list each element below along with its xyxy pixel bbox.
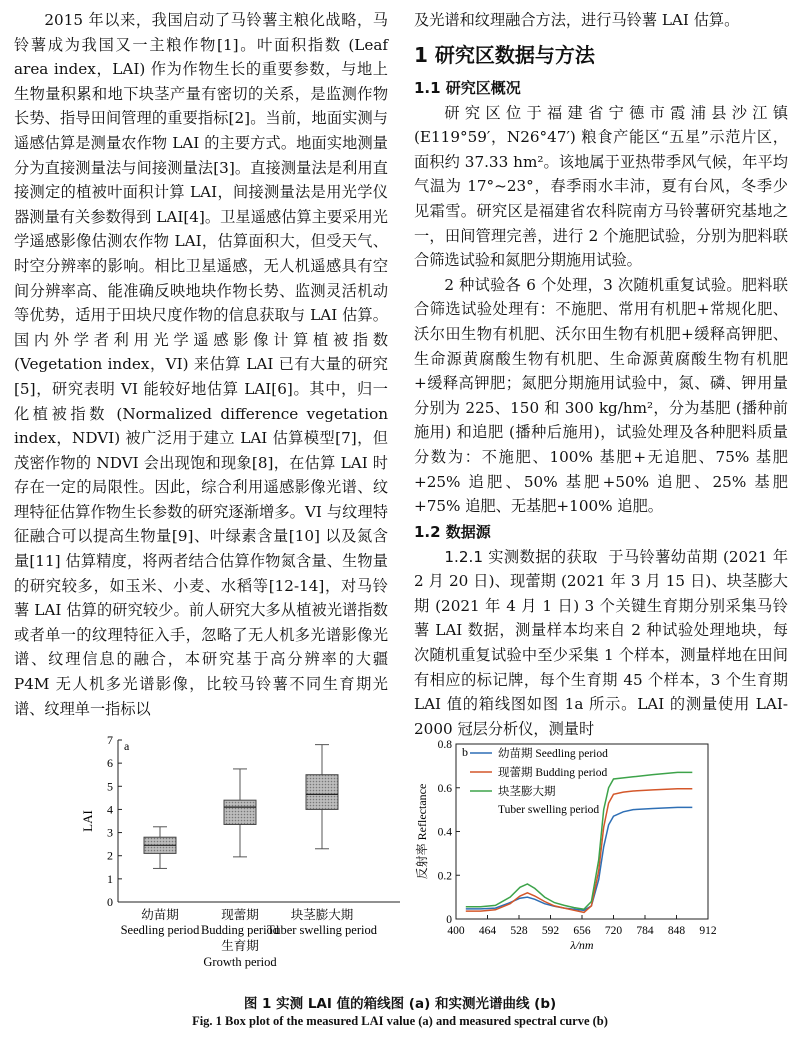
x-category-label-en: Budding period	[200, 923, 280, 937]
y-tick-label: 0.2	[437, 870, 452, 883]
x-category-label-cn: 现蕾期	[221, 908, 259, 922]
right-column	[414, 8, 788, 741]
x-tick-label: 592	[541, 925, 560, 937]
x-tick-label: 528	[510, 925, 528, 937]
y-tick-label: 0.6	[437, 782, 452, 795]
x-tick-label: 784	[636, 925, 654, 937]
x-axis-label-cn: 生育期	[221, 939, 259, 953]
subsection-title-data-source: 1.2 数据源	[414, 522, 491, 541]
y-tick-label: 0	[107, 895, 113, 909]
x-axis-label: λ/nm	[570, 938, 594, 952]
x-category-label-en: Tuber swelling period	[267, 923, 377, 937]
figure-caption-cn: 图 1 实测 LAI 值的箱线图 (a) 和实测光谱曲线 (b)	[243, 996, 557, 1012]
subsubsection-lead: 1.2.1 实测数据的获取	[444, 547, 598, 566]
y-tick-label: 0.4	[437, 826, 452, 839]
series-line	[466, 807, 693, 910]
x-tick-label: 400	[447, 925, 465, 937]
x-tick-label: 912	[699, 925, 717, 937]
y-tick-label: 0.8	[437, 739, 452, 751]
study-area-paragraph: 研究区位于福建省宁德市霞浦县沙江镇 (E119°59′，N26°47′) 粮食产能区“五星”示范片区，面积约 37.33 hm²。该地属于亚热带季风气候，年平均气温为 17°~23°，春季雨水丰沛，夏有台风，冬季少见霜雪。研究区是福建省农科院南方马铃薯研究基地之一，田间管理完善，进行 2 个施肥试验，分别为肥料联合筛选试验和氮肥分期施用试验。	[414, 103, 788, 270]
y-tick-label: 5	[107, 779, 113, 794]
legend-entry: 块茎膨大期	[498, 786, 556, 798]
panel-label-a: a	[124, 739, 130, 753]
x-category-label-cn: 幼苗期	[141, 908, 179, 922]
box-iqr	[306, 775, 338, 810]
box-iqr	[224, 800, 256, 824]
x-tick-label: 720	[604, 925, 623, 937]
y-tick-label: 4	[107, 802, 113, 817]
figure-1	[0, 732, 800, 992]
figure-caption-en: Fig. 1 Box plot of the measured LAI value (a) and measured spectral curve (b)	[192, 1014, 608, 1028]
y-tick-label: 0	[446, 914, 452, 926]
y-tick-label: 6	[107, 756, 113, 771]
measured-data-paragraph	[414, 545, 788, 742]
intro-paragraph: 2015 年以来，我国启动了马铃薯主粮化战略，马铃薯成为我国又一主粮作物[1]。叶面积指数 (Leaf area index，LAI) 作为作物生长的重要参数，与地上生物量积累和地下块茎产量有密切的关系，是监测作物长势、指导田间管理的重要指标[2]。当前，地面实测与遥感估算是测量农作物 LAI 的主要方式。地面实地测量分为直接测量法与间接测量法[3]。直接测量法是利用直接测定的植被叶面积计算 LAI，间接测量法是用光学仪器测量有关参数得到 LAI[4]。卫星遥感估算主要采用光学遥感影像估测农作物 LAI，估算面积大，但受天气、时空分辨率的影响。相比卫星遥感，无人机遥感具有空间分辨率高、能准确反映地块作物长势、监测灵活机动等优势，适用于田块尺度作物的信息获取与 LAI 估算。国内外学者利用光学遥感影像计算植被指数 (Vegetation index，VI) 来估算 LAI 已有大量的研究[5]，研究表明 VI 能较好地估算 LAI[6]。其中，归一化植被指数 (Normalized difference vegetation index，NDVI) 被广泛用于建立 LAI 估算模型[7]，但茂密作物的 NDVI 会出现饱和现象[8]，在估算 LAI 时存在一定的局限性。因此，综合利用遥感影像光谱、纹理特征估算作物生长参数的研究逐渐增多。VI 与纹理特征融合可以提高生物量[9]、叶绿素含量[10] 以及氮含量[11] 估算精度，将两者结合估算作物氮含量、生物量的研究较多，如玉米、小麦、水稻等[12-14]，对马铃薯 LAI 估算的研究较少。前人研究大多从植被光谱指数或者单一的纹理特征入手，忽略了无人机多光谱影像光谱、纹理信息的融合，本研究基于高分辨率的大疆 P4M 无人机多光谱影像，比较马铃薯不同生育期光谱、纹理单一指标以	[14, 11, 388, 718]
x-category-label-en: Seedling period	[120, 923, 200, 937]
y-tick-label: 1	[107, 871, 113, 886]
measured-data-text: 于马铃薯幼苗期 (2021 年 2 月 20 日)、现蕾期 (2021 年 3 月 15 日)、块茎膨大期 (2021 年 4 月 1 日) 3 个关键生育期分别采集马铃薯 LAI 数据，测量样本均来自 2 种试验处理地块，每次随机重复试验中至少采集 1 个样本，测量样地在田间有相应的标记牌，每个生育期 45 个样本，3 个生育期 LAI 值的箱线图如图 1a 所示。LAI 的测量使用 LAI-2000 冠层分析仪，测量时	[414, 547, 789, 738]
left-column	[14, 8, 388, 721]
x-category-label-cn: 块茎膨大期	[290, 908, 354, 922]
y-axis-label: 反射率 Reflectance	[415, 783, 429, 880]
spectral-line-chart	[414, 739, 717, 952]
legend-entry: 幼苗期 Seedling period	[498, 748, 608, 760]
x-tick-label: 848	[667, 925, 686, 937]
box-plot-chart	[80, 733, 400, 969]
x-tick-label: 656	[573, 925, 591, 937]
subsection-title-study-area: 1.1 研究区概况	[414, 78, 521, 97]
y-tick-label: 3	[107, 825, 113, 840]
y-axis-label: LAI	[80, 810, 95, 832]
intro-continuation: 及光谱和纹理融合方法，进行马铃薯 LAI 估算。	[414, 11, 740, 29]
y-tick-label: 7	[107, 733, 113, 747]
x-axis-label-en: Growth period	[203, 955, 277, 969]
y-tick-label: 2	[107, 848, 113, 863]
legend-entry: 现蕾期 Budding period	[498, 767, 608, 779]
section-title: 1 研究区数据与方法	[414, 42, 595, 67]
treatment-paragraph: 2 种试验各 6 个处理，3 次随机重复试验。肥料联合筛选试验处理有：不施肥、常用有机肥+常规化肥、沃尔田生物有机肥、沃尔田生物有机肥+缓释高钾肥、生命源黄腐酸生物有机肥、生命源黄腐酸生物有机肥+缓释高钾肥；氮肥分期施用试验中，氮、磷、钾用量分别为 225、150 和 300 kg/hm²，分为基肥 (播种前施用) 和追肥 (播种后施用)，试验处理及各种肥料质量分数为：不施肥、100% 基肥+无追肥、75% 基肥+25% 追肥、50% 基肥+50% 追肥、25% 基肥+75% 追肥、无基肥+100% 追肥。	[414, 275, 788, 516]
panel-label-b: b	[462, 745, 468, 759]
legend-entry-cont: Tuber swelling period	[498, 804, 600, 816]
x-tick-label: 464	[478, 925, 497, 937]
